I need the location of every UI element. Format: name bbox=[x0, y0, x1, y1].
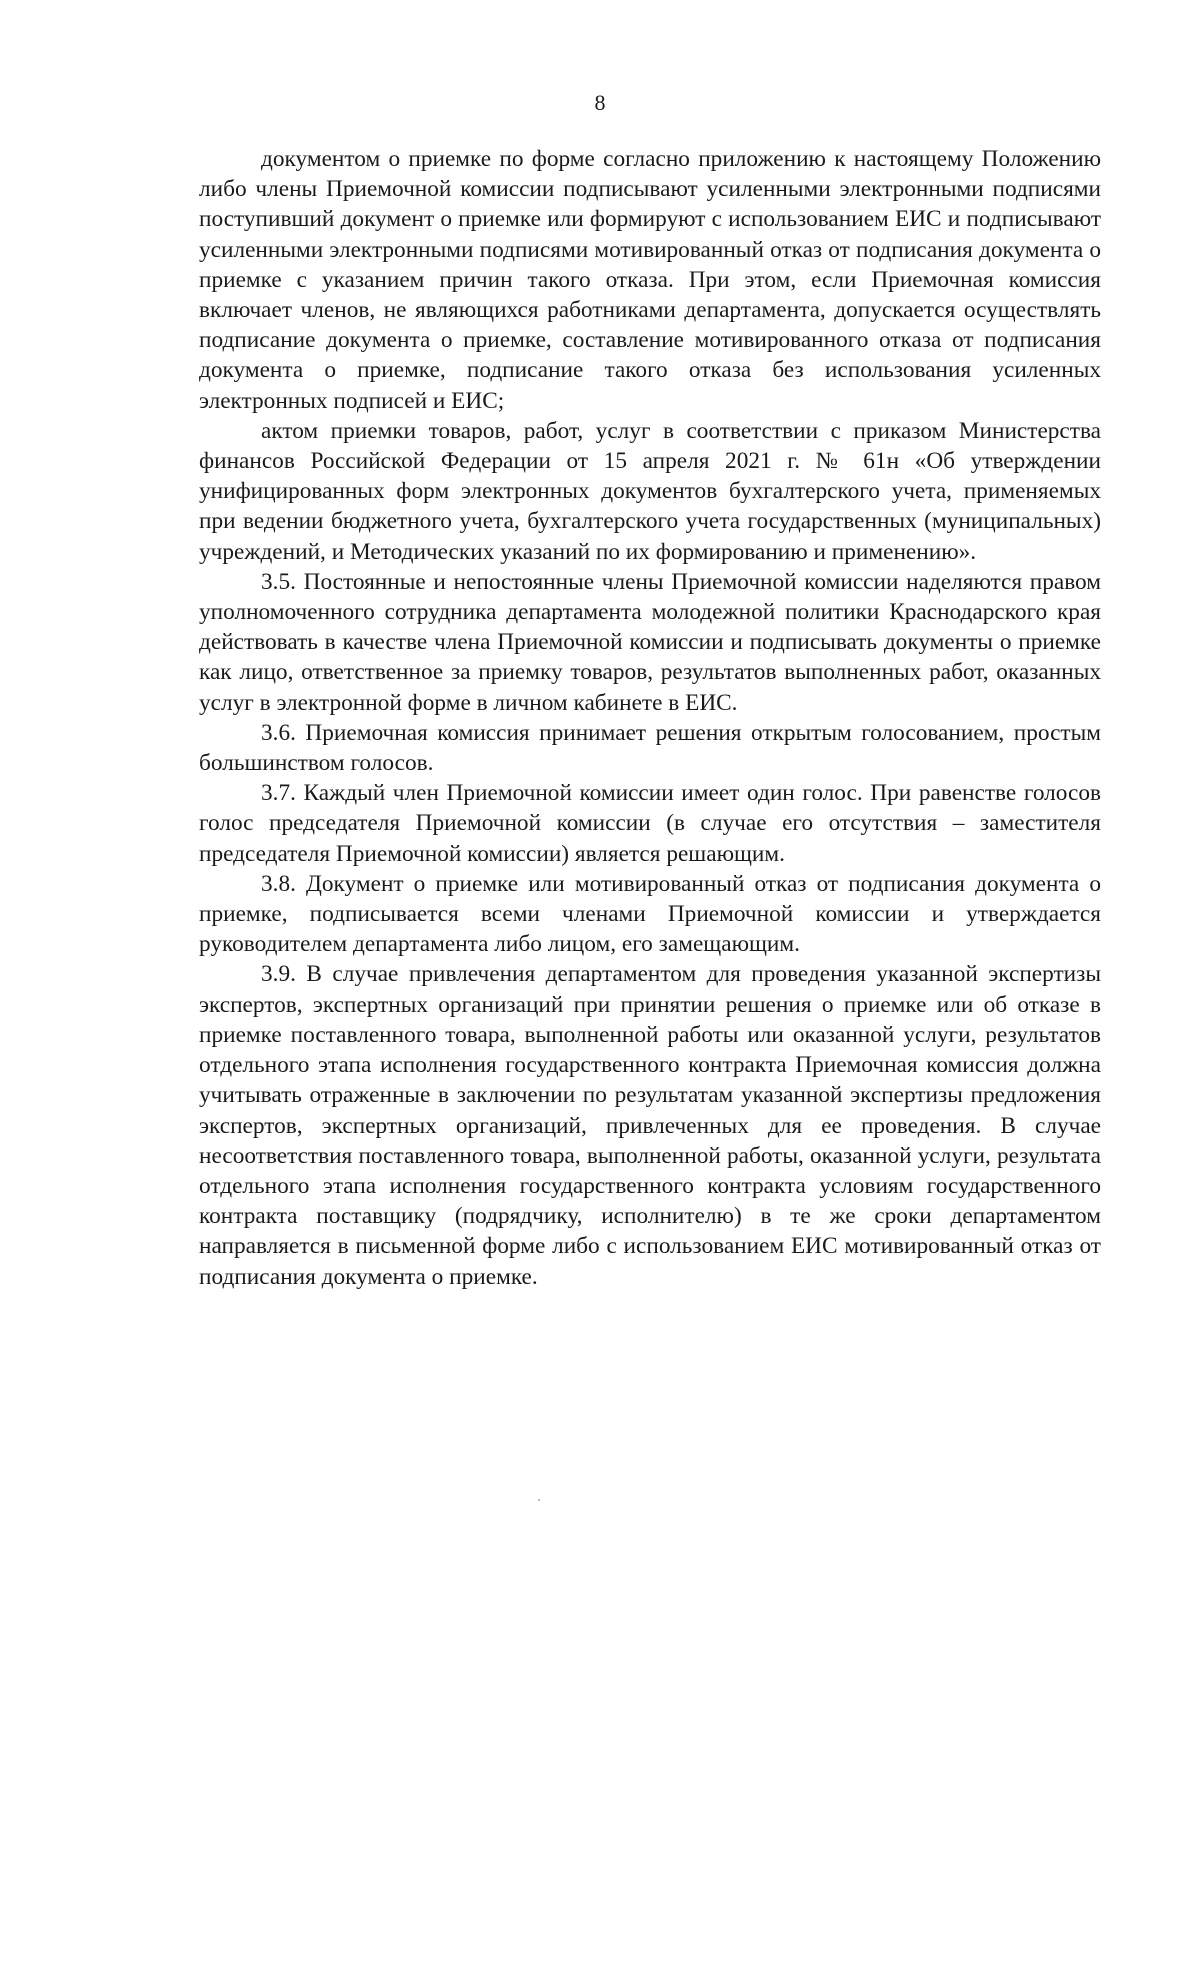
paragraph-3-9: 3.9. В случае привлечения департаментом для проведения указанной экспертизы экспертов, экспертных организаций при принятии решения о приемке или об отказе в приемке поставленного товара, выполненной работы или оказанной услуги, результатов отдельного этапа исполнения государственного контракта Приемочная комиссия должна учитывать отраженные в заключении по результатам указанной экспертизы предложения экспертов, экспертных организаций, привлеченных для ее проведения. В случае несоответствия поставленного товара, выполненной работы, оказанной услуги, результата отдельного этапа исполнения государственного контракта условиям государственного контракта поставщику (подрядчику, исполнителю) в те же сроки департаментом направляется в письменной форме либо с использованием ЕИС мотивированный отказ от подписания документа о приемке. bbox=[199, 961, 1101, 1290]
document-body bbox=[199, 144, 1101, 1292]
scan-artifact bbox=[538, 1499, 540, 1501]
paragraph-acceptance-act: актом приемки товаров, работ, услуг в соответствии с приказом Министерства финансов Российской Федерации от 15 апреля 2021 г. № 61н «Об утверждении унифицированных форм электронных документов бухгалтерского учета, применяемых при ведении бюджетного учета, бухгалтерского учета государственных (муниципальных) учреждений, и Методических указаний по их формированию и применению». bbox=[199, 417, 1101, 565]
paragraph-continuation-signing: документом о приемке по форме согласно приложению к настоящему Положению либо члены Приемочной комиссии подписывают усиленными электронными подписями поступивший документ о приемке или формируют с использованием ЕИС и подписывают усиленными электронными подписями мотивированный отказ от подписания документа о приемке с указанием причин такого отказа. При этом, если Приемочная комиссия включает членов, не являющихся работниками департамента, допускается осуществлять подписание документа о приемке, составление мотивированного отказа от подписания документа о приемке, подписание такого отказа без использования усиленных электронных подписей и ЕИС; bbox=[199, 146, 1101, 414]
paragraph-3-8: 3.8. Документ о приемке или мотивированный отказ от подписания документа о приемке, подписывается всеми членами Приемочной комиссии и утверждается руководителем департамента либо лицом, его замещающим. bbox=[199, 870, 1101, 958]
paragraph-3-7: 3.7. Каждый член Приемочной комиссии имеет один голос. При равенстве голосов голос председателя Приемочной комиссии (в случае его отсутствия – заместителя председателя Приемочной комиссии) является решающим. bbox=[199, 780, 1101, 867]
page-number: 8 bbox=[594, 90, 606, 115]
paragraph-3-6: 3.6. Приемочная комиссия принимает решения открытым голосованием, простым большинством голосов. bbox=[199, 719, 1101, 777]
paragraph-3-5: 3.5. Постоянные и непостоянные члены Приемочной комиссии наделяются правом уполномоченного сотрудника департамента молодежной политики Краснодарского края действовать в качестве члена Приемочной комиссии и подписывать документы о приемке как лицо, ответственное за приемку товаров, результатов выполненных работ, оказанных услуг в электронной форме в личном кабинете в ЕИС. bbox=[199, 568, 1101, 716]
